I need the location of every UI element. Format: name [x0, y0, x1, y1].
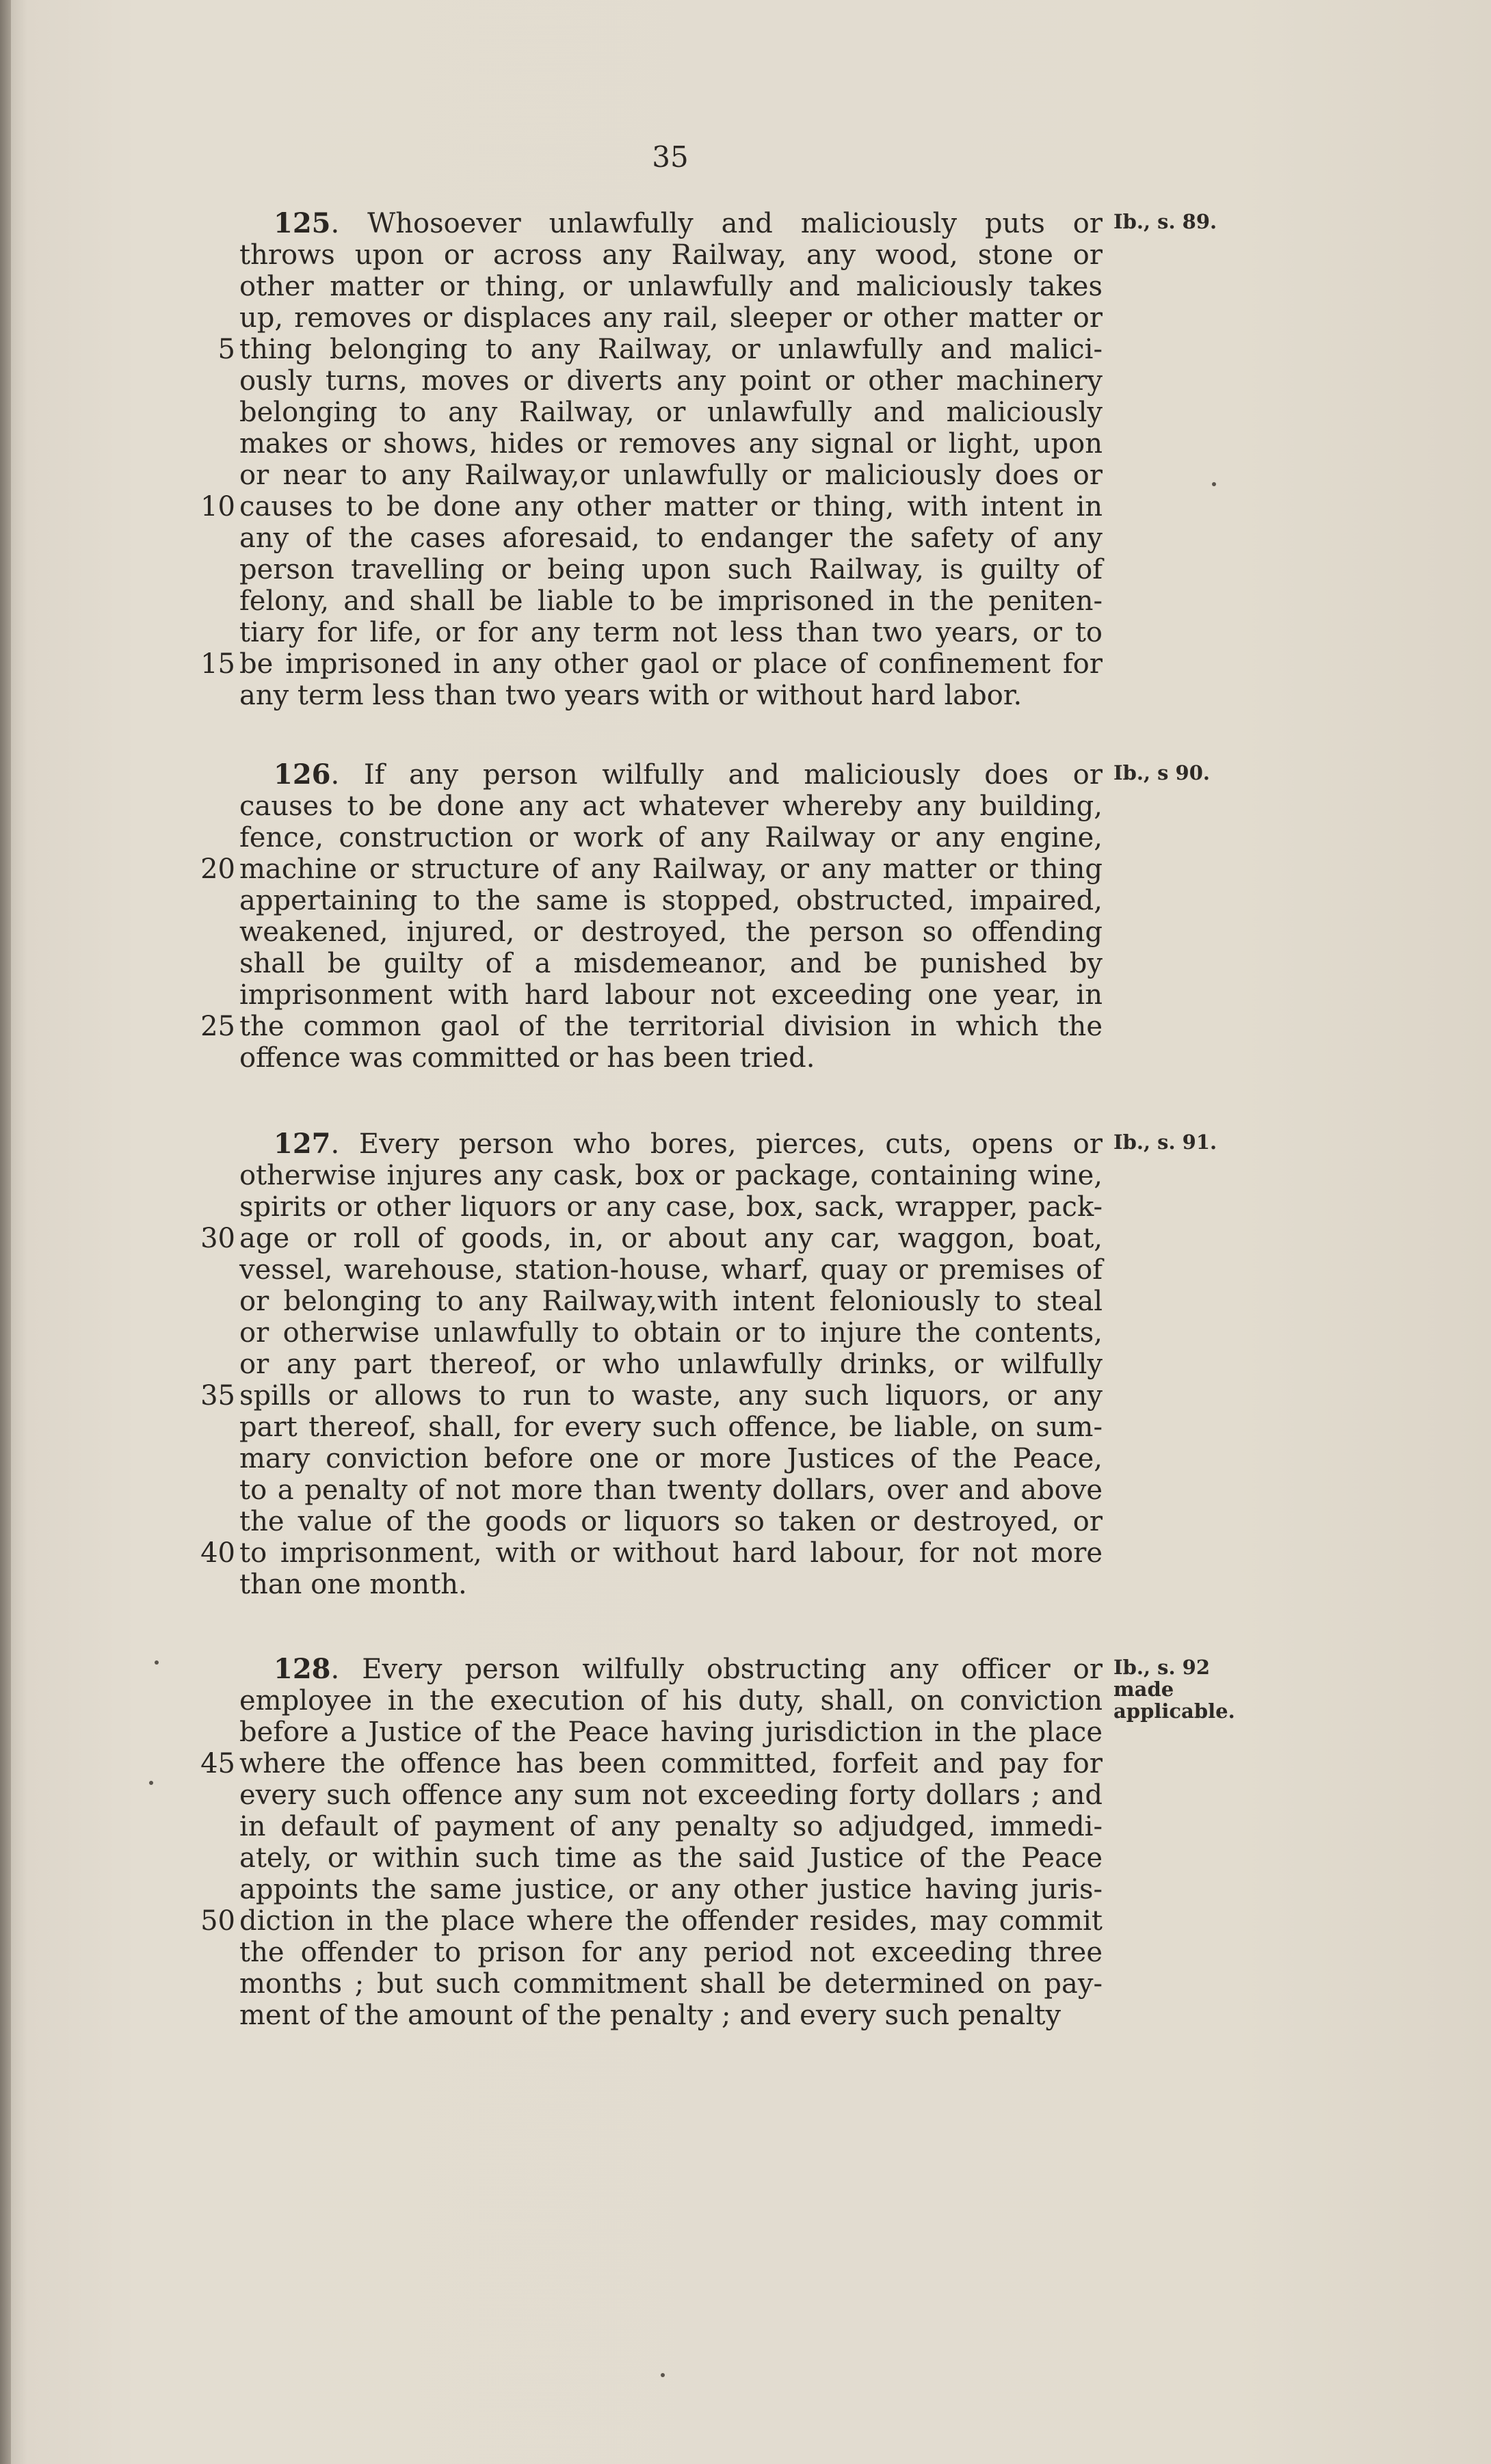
- margin-note: Ib., s. 91.: [1113, 1130, 1217, 1154]
- text-line: machine or structure of any Railway, or any matter or thing: [239, 853, 1103, 885]
- text-line: than one month.: [239, 1569, 467, 1600]
- section-number: 128: [274, 1653, 331, 1685]
- text-line: diction in the place where the offender resides, may commit: [239, 1905, 1103, 1937]
- text-line: or otherwise unlawfully to obtain or to injure the contents,: [239, 1317, 1103, 1349]
- text-line: be imprisoned in any other gaol or place of confinement for: [239, 648, 1103, 680]
- text-line: offence was committed or has been tried.: [239, 1042, 815, 1074]
- speck: [1212, 482, 1216, 486]
- text-line: 127. Every person who bores, pierces, cuts, opens or: [274, 1128, 1103, 1160]
- text-line: part thereof, shall, for every such offence, be liable, on sum-: [239, 1412, 1103, 1443]
- line-number: 45: [200, 1748, 235, 1779]
- text-line: fence, construction or work of any Railway or any engine,: [239, 822, 1103, 853]
- text-line: spills or allows to run to waste, any such liquors, or any: [239, 1380, 1103, 1412]
- line-text: If any person wilfully and maliciously does or: [363, 759, 1103, 791]
- text-line: mary conviction before one or more Justices of the Peace,: [239, 1443, 1103, 1474]
- text-line: weakened, injured, or destroyed, the person so offending: [239, 916, 1103, 948]
- text-line: months ; but such commitment shall be determined on pay-: [239, 1968, 1103, 2000]
- text-line: throws upon or across any Railway, any wood, stone or: [239, 239, 1103, 271]
- speck: [155, 1660, 159, 1665]
- text-line: any of the cases aforesaid, to endanger the safety of any: [239, 522, 1103, 554]
- text-line: to a penalty of not more than twenty dollars, over and above: [239, 1474, 1103, 1506]
- margin-note: Ib., s 90.: [1113, 761, 1211, 784]
- text-line: shall be guilty of a misdemeanor, and be punished by: [239, 948, 1103, 979]
- text-line: person travelling or being upon such Railway, is guilty of: [239, 554, 1103, 585]
- text-line: imprisonment with hard labour not exceeding one year, in: [239, 979, 1103, 1011]
- line-number: 25: [200, 1011, 235, 1042]
- text-line: ately, or within such time as the said Justice of the Peace: [239, 1842, 1103, 1874]
- speck: [149, 1781, 153, 1785]
- line-number: 20: [200, 853, 235, 885]
- line-number: 50: [200, 1905, 235, 1937]
- line-text: Every person wilfully obstructing any officer or: [362, 1654, 1103, 1685]
- line-number: 5: [217, 334, 235, 365]
- text-line: the offender to prison for any period not exceeding three: [239, 1937, 1103, 1968]
- text-line: thing belonging to any Railway, or unlawfully and malici-: [239, 334, 1103, 365]
- text-line: or any part thereof, or who unlawfully drinks, or wilfully: [239, 1349, 1103, 1380]
- text-line: vessel, warehouse, station-house, wharf, quay or premises of: [239, 1254, 1103, 1286]
- text-line: the value of the goods or liquors so taken or destroyed, or: [239, 1506, 1103, 1537]
- text-line: tiary for life, or for any term not less than two years, or to: [239, 617, 1103, 648]
- text-line: to imprisonment, with or without hard labour, for not more: [239, 1537, 1103, 1569]
- line-number: 40: [200, 1537, 235, 1569]
- text-line: appertaining to the same is stopped, obstructed, impaired,: [239, 885, 1103, 916]
- text-line: any term less than two years with or without hard labor.: [239, 680, 1022, 711]
- text-line: spirits or other liquors or any case, box, sack, wrapper, pack-: [239, 1191, 1103, 1223]
- text-line: 128. Every person wilfully obstructing any officer or: [274, 1653, 1103, 1685]
- text-line: ously turns, moves or diverts any point or other machinery: [239, 365, 1103, 397]
- text-line: 125. Whosoever unlawfully and maliciously puts or: [274, 207, 1103, 239]
- text-line: causes to be done any other matter or thing, with intent in: [239, 491, 1103, 522]
- text-line: felony, and shall be liable to be imprisoned in the peniten-: [239, 585, 1103, 617]
- text-line: other matter or thing, or unlawfully and maliciously takes: [239, 271, 1103, 302]
- text-line: 126. If any person wilfully and maliciously does or: [274, 758, 1103, 791]
- speck: [661, 2373, 665, 2377]
- text-line: the common gaol of the territorial division in which the: [239, 1011, 1103, 1042]
- text-line: or near to any Railway,or unlawfully or maliciously does or: [239, 460, 1103, 491]
- text-line: up, removes or displaces any rail, sleeper or other matter or: [239, 302, 1103, 334]
- line-number: 30: [200, 1223, 235, 1254]
- section-number: 125: [274, 207, 331, 239]
- line-text: Whosoever unlawfully and maliciously puts or: [367, 208, 1103, 239]
- text-line: or belonging to any Railway,with intent feloniously to steal: [239, 1286, 1103, 1317]
- text-line: in default of payment of any penalty so adjudged, immedi-: [239, 1811, 1103, 1842]
- text-line: belonging to any Railway, or unlawfully and maliciously: [239, 397, 1103, 428]
- margin-note: Ib., s. 89.: [1113, 210, 1217, 233]
- text-line: every such offence any sum not exceeding forty dollars ; and: [239, 1779, 1103, 1811]
- text-line: age or roll of goods, in, or about any car, waggon, boat,: [239, 1223, 1103, 1254]
- line-number: 15: [200, 648, 235, 680]
- line-number: 35: [200, 1380, 235, 1412]
- text-line: appoints the same justice, or any other justice having juris-: [239, 1874, 1103, 1905]
- text-line: before a Justice of the Peace having jurisdiction in the place: [239, 1717, 1103, 1748]
- text-line: makes or shows, hides or removes any signal or light, upon: [239, 428, 1103, 460]
- text-line: ment of the amount of the penalty ; and every such penalty: [239, 2000, 1061, 2031]
- text-line: otherwise injures any cask, box or package, containing wine,: [239, 1160, 1103, 1191]
- line-number: 10: [200, 491, 235, 522]
- margin-note: Ib., s. 92 made applicable.: [1113, 1656, 1235, 1723]
- page-binding-edge: [0, 0, 11, 2464]
- text-line: causes to be done any act whatever whereby any building,: [239, 791, 1103, 822]
- section-number: 126: [274, 758, 331, 791]
- page-number: 35: [652, 140, 689, 174]
- section-number: 127: [274, 1128, 331, 1160]
- text-line: employee in the execution of his duty, shall, on conviction: [239, 1685, 1103, 1717]
- line-text: Every person who bores, pierces, cuts, opens or: [358, 1128, 1103, 1160]
- text-line: where the offence has been committed, forfeit and pay for: [239, 1748, 1103, 1779]
